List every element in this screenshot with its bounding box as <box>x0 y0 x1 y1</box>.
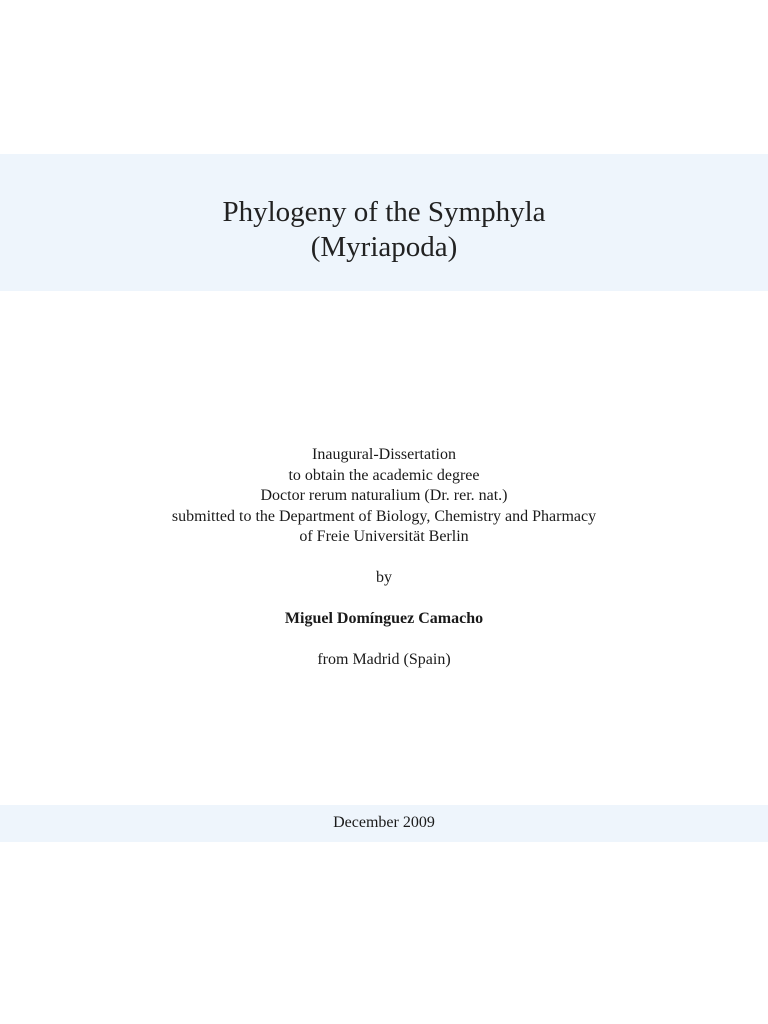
submission-date: December 2009 <box>333 814 435 831</box>
dissertation-type: Inaugural-Dissertation <box>312 446 456 463</box>
by-label: by <box>376 569 392 586</box>
degree-name: Doctor rerum naturalium (Dr. rer. nat.) <box>260 487 508 504</box>
university: of Freie Universität Berlin <box>299 528 469 545</box>
author-origin: from Madrid (Spain) <box>317 651 451 668</box>
department: submitted to the Department of Biology, Chemistry and Pharmacy <box>171 508 597 525</box>
author-name: Miguel Domínguez Camacho <box>284 610 484 627</box>
degree-purpose: to obtain the academic degree <box>288 467 480 484</box>
title-line-1: Phylogeny of the Symphyla <box>222 196 546 228</box>
title-line-2: (Myriapoda) <box>310 231 458 263</box>
